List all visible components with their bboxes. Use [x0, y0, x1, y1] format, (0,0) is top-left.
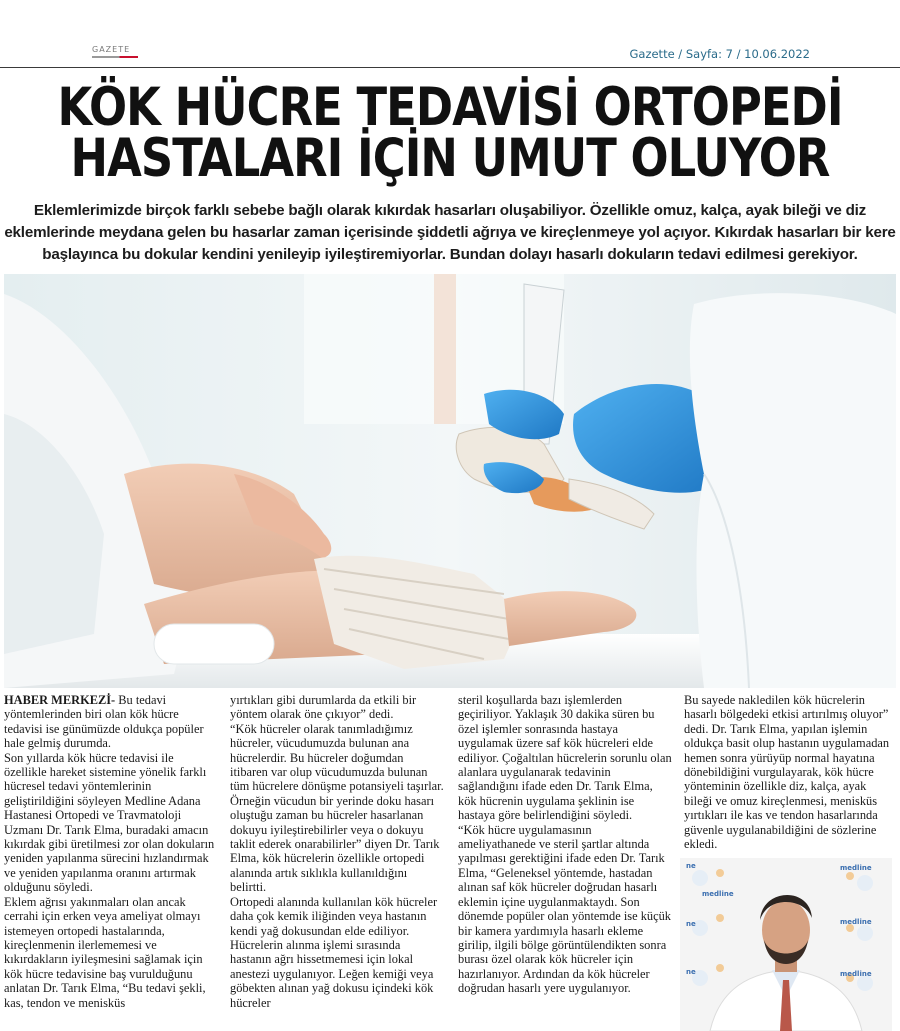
backdrop-logo: medline	[840, 970, 872, 978]
paragraph: Son yıllarda kök hücre tedavisi ile özellikle hareket sistemine yönelik farklı hücresel tedavi yöntemlerinin geliştirildiğini söyleyen Medline Adana Hastanesi Ortopedi ve Travmatoloji Uzmanı Dr. Tarık Elma, buradaki amacın kıkırdak gibi üretilmesi zor olan dokuların yeniden yapılanma sürecini hızlandırmak ve yeniden yapılanma oranını artırmak olduğunu söyledi.	[4, 750, 215, 895]
page-folio	[629, 47, 810, 61]
backdrop-logo: medline	[840, 918, 872, 926]
paragraph: Ortopedi alanında kullanılan kök hücreler daha çok kemik iliğinden veya hastanın kendi yağ dokusundan elde ediliyor. Hücrelerin alınma işlemi sırasında hastanın ağrı hissetmemesi için lokal anestezi uygulanıyor. Leğen kemiği veya göbekten alınan yağ dokusu içindeki kök hücreler	[230, 894, 438, 1010]
backdrop-logo: ne	[686, 862, 696, 870]
paragraph: Eklem ağrısı yakınmaları olan ancak cerrahi için erken veya ameliyat olmayı istemeyen ortopedi hastalarında, kireçlenmenin ilerlememesi ve kıkırdakların iyileşmesini sağlamak için kök hücre tedavisine baş vurulduğunu anlatan Dr. Tarık Elma, “Bu tedavi şekli, kas, tendon ve menisküs	[4, 894, 206, 1010]
backdrop-logo: ne	[686, 920, 696, 928]
paragraph: steril koşullarda bazı işlemlerden geçiriliyor. Yaklaşık 30 dakika süren bu özel işlemler sonrasında hastaya uygulamak üzere saf kök hücreleri elde ediliyor. Çoğaltılan hücrelerin sorunlu olan alanlara uygulanarak tedavinin sağlandığını ifade eden Dr. Tarık Elma, kök hücrenin uygulama şeklinin ise hastaya göre belirlendiğini söyledi.	[458, 693, 672, 823]
folio-separator: /	[674, 47, 686, 61]
paragraph: yırtıkları gibi durumlarda da etkili bir yöntem olarak öne çıkıyor” dedi.	[230, 693, 417, 722]
logo-wordmark: GAZETE	[92, 45, 131, 54]
paragraph: “Kök hücreler olarak tanımladığımız hücreler, vücudumuzda bulunan ana hücrelerdir. Bu hücreler doğumdan itibaren var olup vücudumuzda bulunan tüm hücrelere dönüşme potansiyeli taşırlar. Örneğin vücudun bir yerinde doku hasarı oluştuğu zaman bu hücreler hasarlanan dokuyu iyileştirebilirler veya o dokuyu taklit ederek onarabilirler” diyen Dr. Tarık Elma, kök hücrelerin özellikle ortopedi alanında artık sıklıkla kullanıldığını belirtti.	[230, 721, 444, 895]
doctor-portrait	[680, 858, 892, 1031]
article-headline	[0, 77, 900, 189]
backdrop-logo: ne	[686, 968, 696, 976]
body-column-3	[458, 693, 672, 1031]
header-rule	[0, 67, 900, 68]
body-column-1	[4, 693, 216, 1031]
headline-line-1: KÖK HÜCRE TEDAVİSİ ORTOPEDİ	[57, 77, 843, 138]
doctor-examining-bandaged-foot-illustration	[4, 274, 896, 688]
paragraph: “Kök hücre uygulamasının ameliyathanede ve steril şartlar altında yapılması gerektiğini ifade eden Dr. Tarık Elma, “Geleneksel yöntemde, hastadan alınan saf kök hücreler doğrudan hasarlı eklemin içine uygulanmaktaydı. Son dönemde popüler olan yöntemde ise küçük bir kamera yardımıyla hasarlı ekleme girilip, ilgili bölge görüntülendikten sonra burası özel olarak kök hücreler için hazırlanıyor. Ardından da kök hücreler doğrudan hasarlı yere uygulanıyor.	[458, 822, 671, 996]
byline-kicker: HABER MERKEZİ-	[4, 693, 116, 707]
article-photo	[4, 274, 896, 688]
page-number: Sayfa: 7	[685, 47, 733, 61]
publication-name: Gazette	[629, 47, 675, 61]
issue-date: 10.06.2022	[744, 47, 810, 61]
backdrop-logo: medline	[840, 864, 872, 872]
body-column-2	[230, 693, 444, 1031]
article-lede: Eklemlerimizde birçok farklı sebebe bağlı olarak kıkırdak hasarları oluşabiliyor. Özellikle omuz, kalça, ayak bileği ve diz eklemlerinde meydana gelen bu hasarlar zaman içerisinde şiddetli ağrıya ve kireçlenmeye yol açıyor. Kıkırdak hasarları bir kere başlayınca bu dokular kendini yenileyip iyileştiremiyorlar. Bundan dolayı hasarlı dokuların tedavi edilmesi gerekiyor.	[4, 202, 896, 263]
paragraph: Bu sayede nakledilen kök hücrelerin hasarlı bölgedeki etkisi artırılmış oluyor” dedi. Dr. Tarık Elma, yapılan işlemin oldukça basit olup hastanın uygulamadan hemen sonra yürüyüp normal hayatına dönebildiğini vurgulayarak, kök hücre yönteminin özellikle diz, kalça, ayak bileği ve omuz kireçlenmesi, menisküs yırtıkları ile kas ve tendon hasarlarında güvenle uygulanabildiğini de sözlerine ekledi.	[684, 693, 890, 852]
logo-underline	[92, 56, 138, 58]
folio-separator: /	[732, 47, 745, 61]
masthead	[0, 0, 900, 70]
newspaper-logo	[92, 46, 140, 60]
paragraph-text: Bu tedavi yöntemlerinden biri olan kök hücre tedavisi ise günümüzde oldukça popüler hale gelmiş durumda.	[4, 693, 204, 751]
paragraph	[4, 693, 216, 751]
backdrop-logo: medline	[702, 890, 734, 898]
doctor-portrait-illustration	[680, 858, 892, 1031]
headline-line-2: HASTALARI İÇİN UMUT OLUYOR	[70, 128, 830, 189]
